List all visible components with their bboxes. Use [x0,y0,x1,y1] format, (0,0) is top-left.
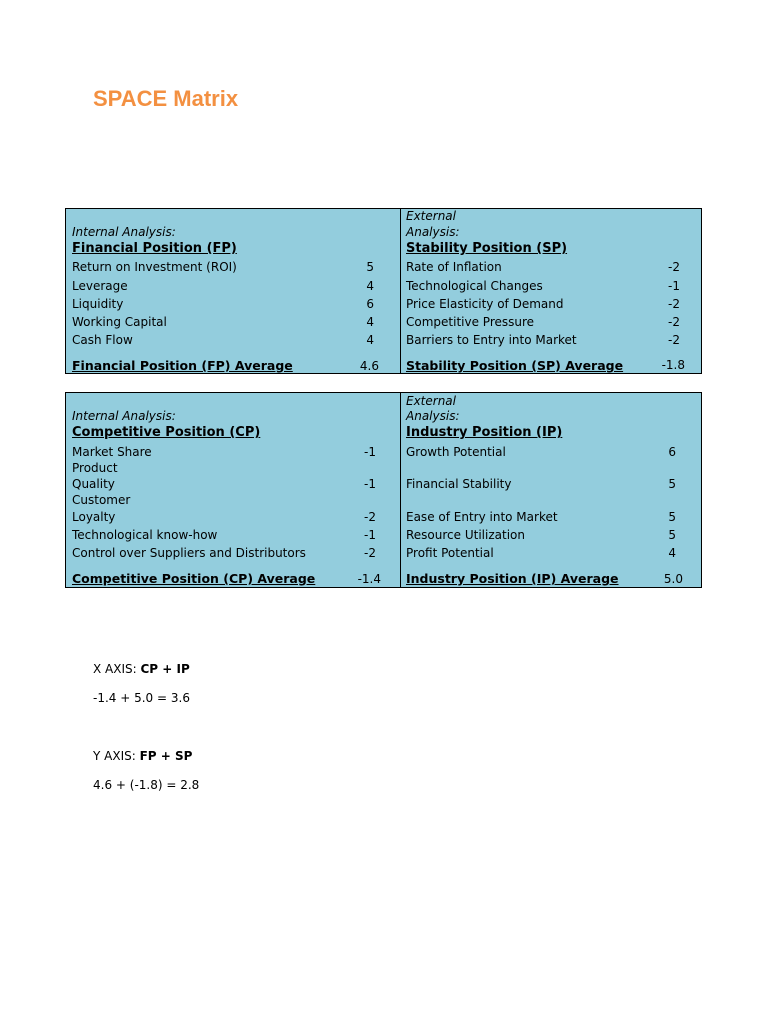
ip-item-label: Growth Potential [406,445,506,459]
ip-item-value: 5 [668,510,676,524]
x-axis-label: X AXIS: [93,662,141,676]
ip-average-label: Industry Position (IP) Average [406,571,619,586]
ip-item-label: Profit Potential [406,546,494,560]
fp-heading: Financial Position (FP) [72,241,237,256]
ip-item-label: Ease of Entry into Market [406,510,558,524]
matrix-cp-ip [65,392,702,588]
sp-item-label: Technological Changes [406,279,543,293]
ip-section-label: Analysis: [406,409,460,423]
ip-section-label: External [406,394,456,408]
fp-section-label: Internal Analysis: [72,225,176,239]
cp-item-label: Product [72,461,118,475]
fp-item-label: Liquidity [72,297,124,311]
ip-item-value: 4 [668,546,676,560]
sp-average-label: Stability Position (SP) Average [406,358,624,373]
fp-item-label: Return on Investment (ROI) [72,260,237,274]
cp-item-label: Control over Suppliers and Distributors [72,546,306,560]
ip-average-value: 5.0 [663,572,683,586]
ip-heading: Industry Position (IP) [406,425,563,440]
cp-item-label: Customer [72,493,131,507]
y-axis-label: Y AXIS: [93,749,140,763]
sp-item-label: Price Elasticity of Demand [406,297,564,311]
fp-item-label: Leverage [72,279,128,293]
cp-heading: Competitive Position (CP) [72,425,261,440]
fp-item-label: Cash Flow [72,333,133,347]
cp-item-value: -2 [364,510,376,524]
sp-item-label: Competitive Pressure [406,315,535,329]
cp-item-label: Loyalty [72,510,116,524]
ip-item-value: 6 [668,445,676,459]
cp-item-label: Technological know-how [72,528,218,542]
fp-item-value: 4 [366,315,374,329]
x-axis-formula [93,662,190,676]
cp-item-value: -1 [364,477,376,491]
sp-item-value: -1 [668,279,680,293]
sp-item-label: Rate of Inflation [406,260,502,274]
sp-item-value: -2 [668,315,680,329]
ip-item-label: Resource Utilization [406,528,525,542]
sp-section-label: Analysis: [406,225,460,239]
fp-item-value: 5 [366,260,374,274]
y-axis-formula-text: FP + SP [139,749,193,763]
fp-item-value: 4 [366,279,374,293]
ip-item-label: Financial Stability [406,477,512,491]
column-divider [400,393,401,587]
sp-heading: Stability Position (SP) [406,241,568,256]
fp-average-value: 4.6 [359,359,379,373]
cp-item-label: Market Share [72,445,152,459]
cp-item-value: -1 [364,528,376,542]
x-axis-calculation: -1.4 + 5.0 = 3.6 [93,691,190,705]
cp-item-label: Quality [72,477,115,491]
cp-item-value: -2 [364,546,376,560]
ip-item-value: 5 [668,477,676,491]
sp-item-label: Barriers to Entry into Market [406,333,577,347]
sp-item-value: -2 [668,333,680,347]
page-title: SPACE Matrix [93,86,239,111]
sp-item-value: -2 [668,260,680,274]
ip-item-value: 5 [668,528,676,542]
column-divider [400,209,401,373]
cp-section-label: Internal Analysis: [72,409,176,423]
y-axis-calculation: 4.6 + (-1.8) = 2.8 [93,778,200,792]
cp-average-value: -1.4 [357,572,381,586]
sp-average-value: -1.8 [661,358,685,372]
x-axis-formula-text: CP + IP [140,662,190,676]
fp-average-label: Financial Position (FP) Average [72,358,293,373]
fp-item-label: Working Capital [72,315,167,329]
matrix-fp-sp [65,208,702,374]
sp-item-value: -2 [668,297,680,311]
sp-section-label: External [406,209,456,223]
fp-item-value: 4 [366,333,374,347]
fp-item-value: 6 [366,297,374,311]
cp-item-value: -1 [364,445,376,459]
y-axis-formula [93,749,192,763]
cp-average-label: Competitive Position (CP) Average [72,571,316,586]
